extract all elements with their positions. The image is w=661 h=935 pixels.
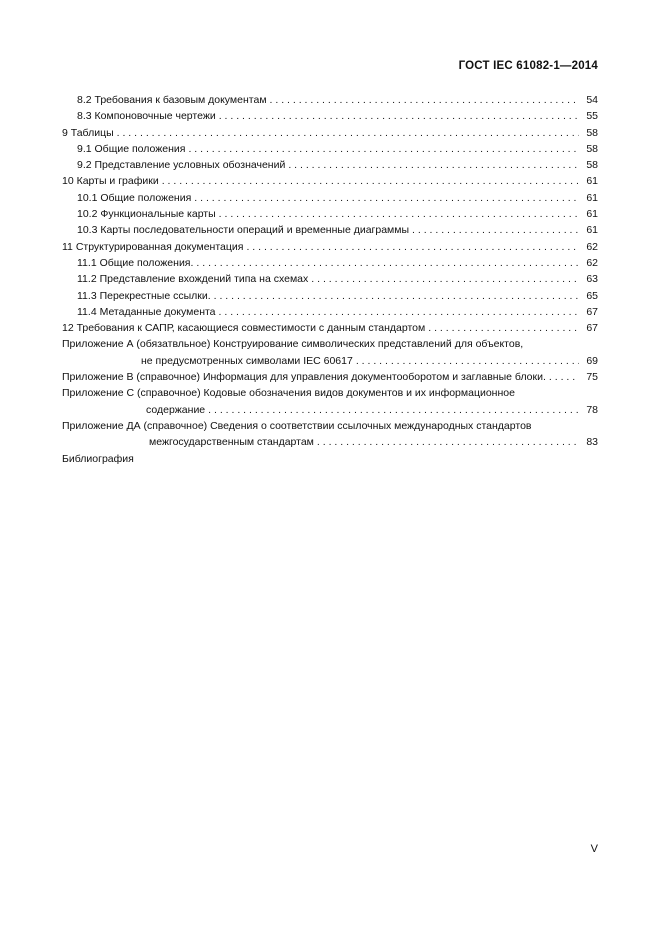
toc-entry[interactable] xyxy=(62,255,598,271)
table-of-contents xyxy=(62,92,598,467)
toc-entry-page: 58 xyxy=(586,126,598,139)
toc-leader-dots xyxy=(188,141,579,157)
toc-entry[interactable] xyxy=(62,190,598,206)
toc-entry-page: 61 xyxy=(586,191,598,204)
toc-entry[interactable] xyxy=(62,125,598,141)
toc-entry-page: 61 xyxy=(586,175,598,188)
toc-leader-dots xyxy=(208,402,579,418)
toc-entry[interactable] xyxy=(62,271,598,287)
toc-leader-dots xyxy=(219,206,579,222)
document-header: ГОСТ IEC 61082-1—2014 xyxy=(458,60,598,72)
toc-entry-page: 78 xyxy=(586,403,598,416)
toc-leader-dots xyxy=(194,190,579,206)
toc-annex-title: Приложение С (справочное) Кодовые обозначения видов документов и их информационное xyxy=(62,387,515,400)
toc-entry[interactable] xyxy=(62,304,598,320)
toc-entry-title: 8.2 Требования к базовым документам xyxy=(77,94,267,106)
toc-leader-dots xyxy=(549,369,579,385)
toc-entry[interactable] xyxy=(62,141,598,157)
toc-entry[interactable] xyxy=(62,92,598,108)
toc-entry-page: 63 xyxy=(586,273,598,286)
toc-leader-dots xyxy=(117,125,579,141)
toc-entry-title: 10.1 Общие положения xyxy=(77,191,192,204)
toc-annex-title-cont: межгосударственным стандартам xyxy=(149,436,314,449)
toc-leader-dots xyxy=(412,222,579,238)
toc-leader-dots xyxy=(219,304,579,320)
toc-bibliography-title: Библиография xyxy=(62,452,134,465)
toc-leader-dots xyxy=(162,173,579,189)
toc-leader-dots xyxy=(214,288,579,304)
toc-entry-title: 9.1 Общие положения xyxy=(77,142,186,155)
toc-leader-dots xyxy=(288,157,579,173)
toc-entry-title: 11.3 Перекрестные ссылки. xyxy=(77,289,211,302)
toc-entry[interactable] xyxy=(62,173,598,189)
toc-entry[interactable] xyxy=(62,288,598,304)
toc-entry-page: 55 xyxy=(586,110,598,123)
toc-entry-page: 61 xyxy=(586,208,598,221)
toc-entry-page: 58 xyxy=(586,142,598,155)
toc-entry-page: 69 xyxy=(586,354,598,367)
toc-annex-c[interactable] xyxy=(62,385,598,418)
toc-leader-dots xyxy=(219,108,579,124)
toc-entry-title: 9.2 Представление условных обозначений xyxy=(77,159,286,172)
toc-bibliography[interactable] xyxy=(62,451,598,467)
toc-entry-title: 11.4 Метаданные документа xyxy=(77,305,216,318)
toc-entry-title: 8.3 Компоновочные чертежи xyxy=(77,110,216,123)
toc-entry-page: 54 xyxy=(586,94,598,106)
toc-entry[interactable] xyxy=(62,239,598,255)
toc-leader-dots xyxy=(317,434,579,450)
toc-entry-title: 11.2 Представление вхождений типа на схемах xyxy=(77,273,309,286)
toc-annex-title: Приложение В (справочное) Информация для управления документооборотом и заглавные блоки. xyxy=(62,371,546,384)
toc-entry[interactable] xyxy=(62,157,598,173)
toc-entry-page: 58 xyxy=(586,159,598,172)
toc-entry-title: 11.1 Общие положения. xyxy=(77,256,194,269)
toc-entry-page: 61 xyxy=(586,224,598,237)
toc-annex-title-cont: содержание xyxy=(146,403,206,416)
toc-leader-dots xyxy=(270,92,579,108)
toc-entry[interactable] xyxy=(62,320,598,336)
toc-entry[interactable] xyxy=(62,206,598,222)
toc-annex-a[interactable] xyxy=(62,336,598,369)
page-number: V xyxy=(590,843,598,855)
toc-entry-title: 12 Требования к САПР, касающиеся совместимости с данным стандартом xyxy=(62,322,426,335)
toc-entry[interactable] xyxy=(62,222,598,238)
toc-entry-page: 62 xyxy=(586,240,598,253)
toc-entry-page: 83 xyxy=(586,436,598,449)
toc-annex-title-cont: не предусмотренных символами IEC 60617 xyxy=(141,354,353,367)
toc-annex-title: Приложение А (обязатвльное) Конструирование символических представлений для объектов, xyxy=(62,338,524,351)
toc-annex-da[interactable] xyxy=(62,418,598,451)
toc-entry-title: 10.2 Функциональные карты xyxy=(77,208,216,221)
toc-leader-dots xyxy=(196,255,579,271)
toc-entry-title: 10 Карты и графики xyxy=(62,175,159,188)
toc-leader-dots xyxy=(356,353,579,369)
toc-annex-b[interactable] xyxy=(62,369,598,385)
toc-entry-title: 9 Таблицы xyxy=(62,126,114,139)
toc-entry-page: 65 xyxy=(586,289,598,302)
toc-entry-page: 67 xyxy=(586,322,598,335)
toc-entry-title: 10.3 Карты последовательности операций и временные диаграммы xyxy=(77,224,410,237)
toc-leader-dots xyxy=(428,320,579,336)
toc-entry-page: 75 xyxy=(586,371,598,384)
toc-entry-page: 67 xyxy=(586,305,598,318)
toc-annex-title: Приложение ДА (справочное) Сведения о соответствии ссылочных международных стандартов xyxy=(62,419,532,432)
toc-leader-dots xyxy=(246,239,579,255)
toc-entry[interactable] xyxy=(62,108,598,124)
toc-leader-dots xyxy=(311,271,579,287)
toc-entry-page: 62 xyxy=(586,256,598,269)
toc-entry-title: 11 Структурированная документация xyxy=(62,240,244,253)
